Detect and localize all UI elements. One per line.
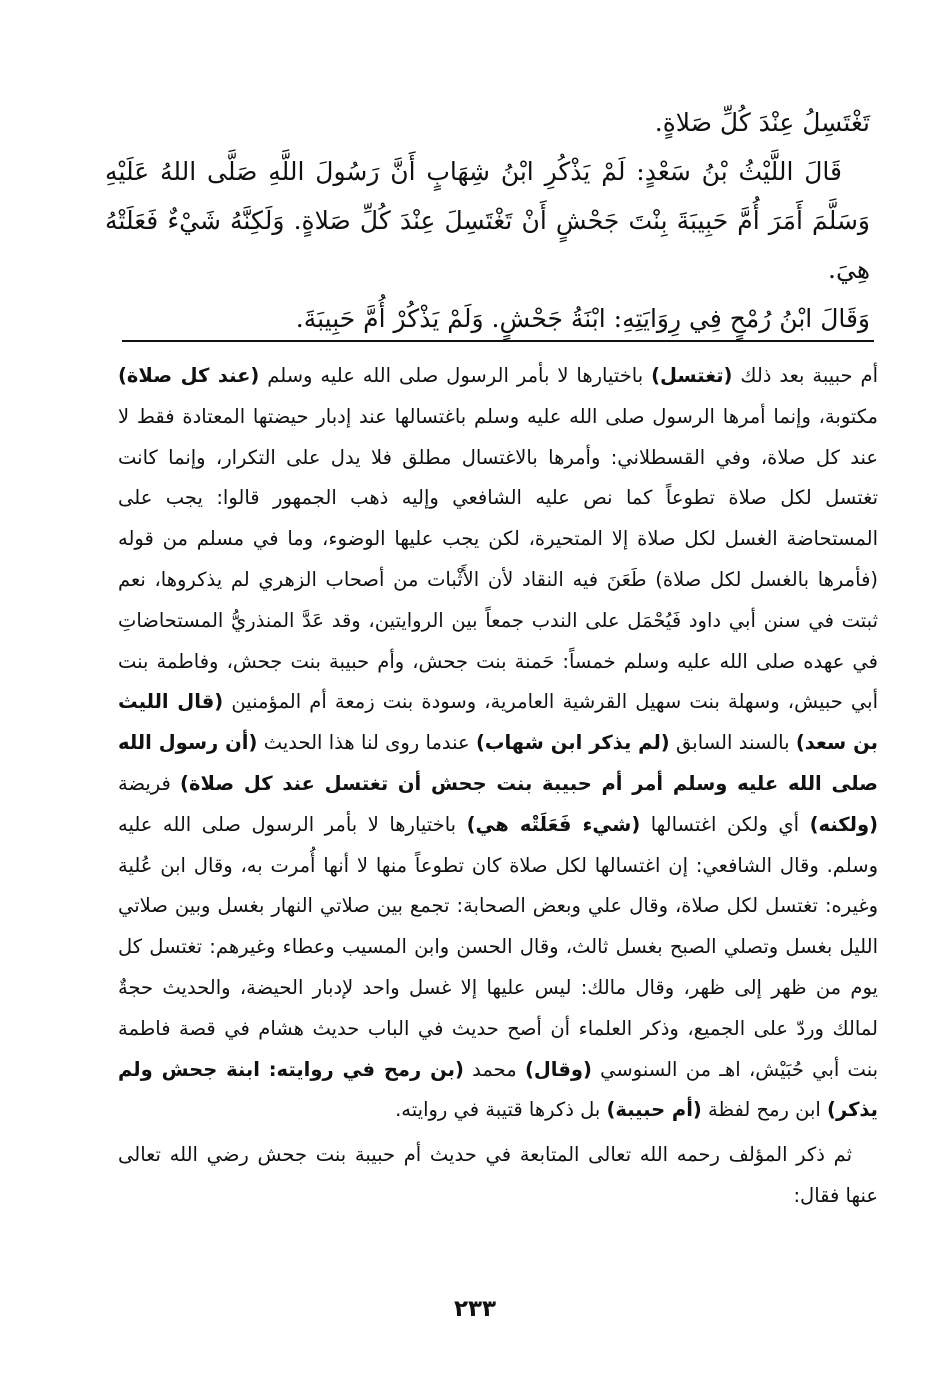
commentary-text: بالسند السابق [669, 731, 796, 755]
hadith-text [105, 98, 870, 343]
commentary-text: أم حبيبة بعد ذلك [732, 364, 879, 387]
hadith-paragraph [105, 147, 870, 343]
closing-paragraph: ثم ذكر المؤلف رحمه الله تعالى المتابعة في حديث أم حبيبة بنت جحش رضي الله تعالى عنها فقال: [118, 1143, 878, 1207]
commentary-text: عندما روى لنا هذا الحديث [257, 731, 476, 755]
hadith-paragraph-line-1: قَالَ اللَّيْثُ بْنُ سَعْدٍ: لَمْ يَذْكُرِ ابْنُ شِهَابٍ أَنَّ رَسُولَ اللَّهِ صَلَّى اللهُ عَلَيْهِ [105, 157, 842, 186]
commentary-paragraph [118, 356, 878, 1131]
commentary-text: أي ولكن اغتسالها [640, 812, 810, 836]
commentary-text: فريضة [118, 771, 181, 795]
commentary-quote: (تغتسل) [651, 364, 733, 387]
hadith-paragraph-line-3: وَقَالَ ابْنُ رُمْحٍ فِي رِوَايَتِهِ: ابْنَةُ جَحْشٍ. وَلَمْ يَذْكُرْ أُمَّ حَبِيبَةَ. [295, 304, 870, 333]
commentary-quote: (عند كل صلاة) [118, 364, 260, 387]
commentary-text: بل ذكرها قتيبة في روايته. [395, 1098, 607, 1122]
commentary-text: ابن رمح لفظة [701, 1098, 828, 1122]
commentary-quote: (ولكنه) [809, 812, 878, 836]
hadith-line-1: تَغْتَسِلُ عِنْدَ كُلِّ صَلاةٍ. [654, 108, 870, 137]
commentary-quote: (أن رسول الله صلى الله عليه وسلم أمر أم حبيبة بنت جحش أن تغتسل عند كل صلاة) [118, 731, 879, 795]
page-number: ٢٣٣ [453, 1296, 497, 1322]
hadith-paragraph-line-2: وَسَلَّمَ أَمَرَ أُمَّ حَبِيبَةَ بِنْتَ جَحْشٍ أَنْ تَغْتَسِلَ عِنْدَ كُلِّ صَلاةٍ. وَلَكِنَّهُ شَيْءٌ فَعَلَتْهُ هِيَ. [105, 206, 870, 284]
commentary-text: باختيارها لا بأمر الرسول صلى الله عليه وسلم [259, 364, 652, 387]
commentary-quote: (لم يذكر ابن شهاب) [475, 731, 670, 755]
footnote-divider [122, 340, 874, 342]
commentary-text: مكتوبة، وإنما أمرها الرسول صلى الله عليه وسلم باغتسالها عند إدبار حيضتها المعتادة فقط لا عند كل صلاة، وفي القسطلاني: وأمرها بالاغتسال مطلق فلا يدل على التكرار، وإنما كانت تغتسل لكل صلاة تطوعاً كما نص عليه الشافعي وإليه ذهب الجمهور قالوا: يجب على المستحاضة الغسل لكل صلاة إلا المتحيرة، لكن يجب عليها الوضوء، وما في مسلم من قوله (فأمرها بالغسل لكل صلاة) طَعَنَ فيه النقاد لأن الأَثْبات من أصحاب الزهري لم يذكروها، نعم ثبتت في سنن أبي داود فَيُحْمَل على الندب جمعاً بين الروايتين، وقد عَدَّ المنذريُّ المستحاضاتِ في عهده صلى الله عليه وسلم خمساً: حَمنة بنت جحش، وأم حبيبة بنت جحش، وفاطمة بنت أبي حبيش، وسهلة بنت سهيل القرشية العامرية، وسودة بنت زمعة أم المؤمنين [118, 404, 879, 714]
commentary-quote: (وقال) [524, 1057, 592, 1081]
commentary-quote: (بن رمح في روايته: ابنة جحش ولم يذكر) [118, 1057, 878, 1122]
commentary [118, 356, 878, 1217]
commentary-text: باختيارها لا بأمر الرسول صلى الله عليه وسلم. وقال الشافعي: إن اغتسالها لكل صلاة كان تطوعاً منها لا أنها أُمرت به، وقال ابن عُلية وغيره: تغتسل لكل صلاة، وقال علي وبعض الصحابة: تجمع بين صلاتي النهار بغسل وبين صلاتي الليل بغسل وتصلي الصبح بغسل ثالث، وقال الحسن وابن المسيب وعطاء وغيرهم: تغتسل كل يوم من ظهر إلى ظهر، وقال مالك: ليس عليها إلا غسل واحد لإدبار الحيضة، والحديث حجةٌ لمالك وردّ على الجميع، وذكر العلماء أن أصح حديث في الباب حديث هشام في قصة فاطمة بنت أبي حُبَيْش، اهـ من السنوسي [118, 812, 879, 1081]
commentary-quote: (قال الليث بن سعد) [118, 690, 878, 755]
commentary-text: محمد [463, 1057, 525, 1081]
commentary-quote: (شيء فَعَلَتْه هي) [466, 812, 641, 836]
commentary-quote: (أم حبيبة) [606, 1098, 702, 1122]
